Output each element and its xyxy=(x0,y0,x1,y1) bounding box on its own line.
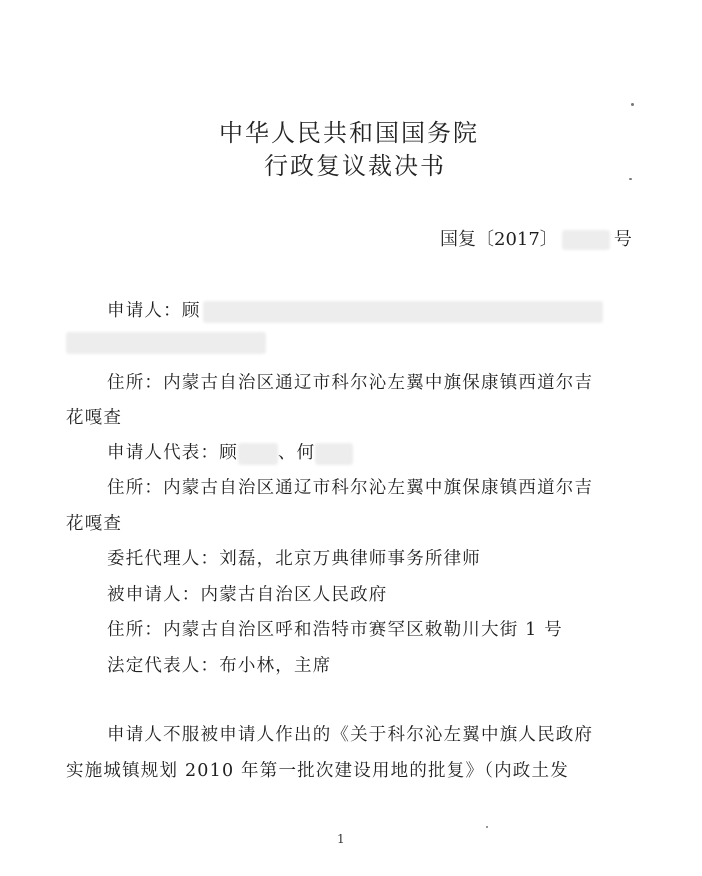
applicant-address: 住所：内蒙古自治区通辽市科尔沁左翼中旗保康镇西道尔吉 xyxy=(107,373,594,393)
body-line2: 实施城镇规划 2010 年第一批次建设用地的批复》（内政土发 xyxy=(66,761,569,781)
rep-label: 申请人代表： xyxy=(107,443,220,463)
page-number: 1 xyxy=(337,832,345,846)
respondent-line: 被申请人：内蒙古自治区人民政府 xyxy=(107,585,388,605)
respondent-address: 住所：内蒙古自治区呼和浩特市赛罕区敕勒川大街 1 号 xyxy=(107,620,563,640)
rep-separator: 、 xyxy=(277,443,297,463)
applicant-label: 申请人： xyxy=(107,301,182,321)
applicant-address-cont: 花嘎查 xyxy=(66,408,123,428)
applicant-name-visible: 顾 xyxy=(181,301,201,321)
body-line1: 申请人不服被申请人作出的《关于科尔沁左翼中旗人民政府 xyxy=(107,725,594,745)
redacted-applicant-details xyxy=(203,301,603,323)
redacted-number xyxy=(562,230,610,250)
redacted-applicant-details-cont xyxy=(66,332,266,354)
document-title-line2: 行政复议裁决书 xyxy=(264,152,446,180)
legal-representative: 法定代表人：布小林，主席 xyxy=(107,656,332,676)
document-number-suffix: 号 xyxy=(613,229,632,250)
applicant-line xyxy=(107,297,603,323)
applicant-representatives xyxy=(107,439,353,465)
redacted-rep2 xyxy=(315,443,353,465)
redacted-block xyxy=(66,332,266,354)
redacted-rep1 xyxy=(238,443,278,465)
document-title-line1: 中华人民共和国国务院 xyxy=(219,119,479,147)
scan-speck xyxy=(631,103,634,106)
representative-address: 住所：内蒙古自治区通辽市科尔沁左翼中旗保康镇西道尔吉 xyxy=(107,478,594,498)
scan-speck xyxy=(629,178,632,180)
representative-address-cont: 花嘎查 xyxy=(66,514,123,534)
rep-name1: 顾 xyxy=(219,443,238,463)
document-number-prefix: 国复〔2017〕 xyxy=(440,229,558,250)
rep-name2: 何 xyxy=(296,443,316,463)
document-number xyxy=(440,225,632,251)
agent-line: 委托代理人：刘磊，北京万典律师事务所律师 xyxy=(107,549,481,569)
scan-speck xyxy=(486,826,488,828)
